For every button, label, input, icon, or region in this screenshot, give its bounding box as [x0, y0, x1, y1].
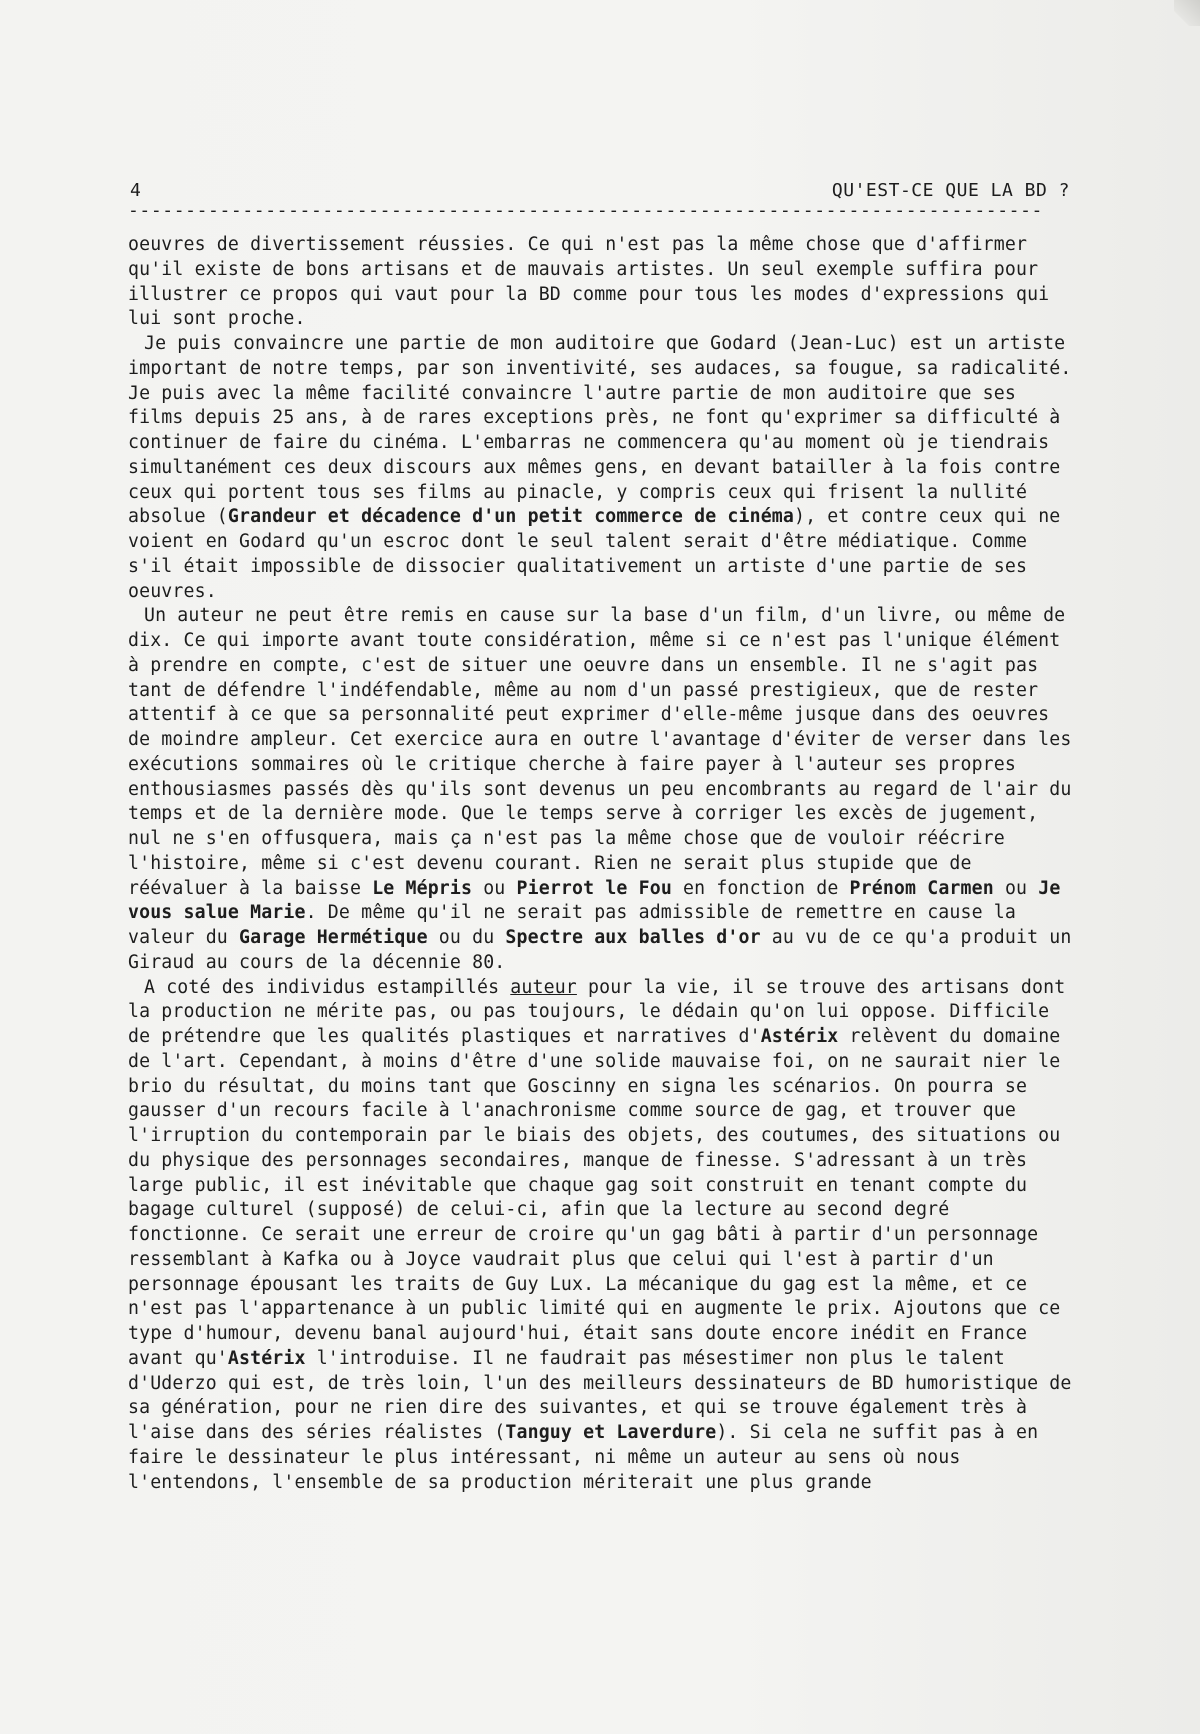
text-run: relèvent du domaine de l'art. Cependant, à moins d'être d'une solide mauvaise foi, on ne saurait nier le brio du résultat, du moins tant que Goscinny en signa les scénarios. On pourra se gausser d'un recours facile à l'anachronisme comme source de gag, et trouver que l'irruption du contemporain par le biais des objets, des coutumes, des situations ou du physique des personnages secondaires, manque de finesse. S'adressant à un très large public, il est inévitable que chaque gag soit construit en tenant compte du bagage culturel (supposé) de celui-ci, afin que la lecture au second degré fonctionne. Ce serait une erreur de croire qu'un gag bâti à partir d'un personnage ressemblant à Kafka ou à Joyce vaudrait plus que celui qui l'est à partir d'un personnage épousant les traits de Guy Lux. La mécanique du gag est la même, et ce n'est pas l'appartenance à un public limité qui en augmente le prix. Ajoutons que ce type d'humour, devenu banal aujourd'hui, était sans doute encore inédit en France avant qu': [128, 1026, 1061, 1369]
running-title: QU'EST-CE QUE LA BD ?: [831, 180, 1070, 201]
page-number: 4: [130, 180, 141, 201]
page-corner-fold: [1174, 0, 1200, 26]
bold-title-run: Pierrot le Fou: [516, 877, 672, 899]
paragraph: [128, 976, 1078, 1496]
bold-title-run: Spectre aux balles d'or: [505, 927, 761, 948]
text-run: ), et contre ceux qui ne voient en Godard qu'un escroc dont le seul talent serait d'être médiatique. Comme s'il était impossible de dissocier qualitativement un artiste d'une partie de ses oeuvres.: [128, 506, 1061, 602]
article-body: [128, 233, 1078, 1495]
text-run: A coté des individus estampillés: [144, 976, 511, 998]
text-run: en fonction de: [671, 877, 850, 899]
underlined-run: auteur: [510, 976, 577, 998]
bold-title-run: Prénom Carmen: [849, 877, 994, 899]
text-run: ou du: [427, 927, 506, 948]
bold-title-run: Le Mépris: [372, 877, 473, 899]
paragraph: [128, 332, 1078, 604]
bold-title-run: Astérix: [760, 1026, 839, 1047]
paragraph: [128, 604, 1078, 975]
text-run: l'introduise. Il ne faudrait pas mésestimer non plus le talent d'Uderzo qui est, de très loin, l'un des meilleurs dessinateurs de BD humoristique de sa génération, pour ne rien dire des suivantes, et qui se trouve également très à l'aise dans des séries réalistes (: [128, 1347, 1072, 1443]
paragraph: [128, 233, 1078, 332]
bold-title-run: Grandeur et décadence d'un petit commerce de cinéma: [227, 506, 794, 528]
bold-title-run: Je vous salue Marie: [128, 877, 1061, 924]
text-run: au vu de ce qu'a produit un Giraud au cours de la décennie 80.: [128, 927, 1072, 973]
bold-title-run: Garage Hermétique: [239, 927, 428, 948]
bold-title-run: Astérix: [227, 1347, 306, 1369]
text-run: pour la vie, il se trouve des artisans dont la production ne mérite pas, ou pas toujours, le dédain qu'on lui oppose. Difficile de prétendre que les qualités plastiques et narratives d': [128, 976, 1066, 1047]
header-rule: --------------------------------------------------------------------------------: [128, 200, 1043, 221]
text-run: Je puis convaincre une partie de mon auditoire que Godard (Jean-Luc) est un artiste important de notre temps, par son inventivité, ses audaces, sa fougue, sa radicalité. Je puis avec la même facilité convaincre l'autre partie de mon auditoire que ses films depuis 25 ans, à de rares exceptions près, ne font qu'exprimer sa difficulté à continuer de faire du cinéma. L'embarras ne commencera qu'au moment où je tiendrais simultanément ces deux discours aux mêmes gens, en devant batailler à la fois contre ceux qui portent tous ses films au pinacle, y compris ceux qui frisent la nullité absolue (: [128, 333, 1072, 528]
text-run: ou: [472, 877, 517, 899]
text-run: . De même qu'il ne serait pas admissible de remettre en cause la valeur du: [128, 902, 1016, 948]
text-run: ). Si cela ne suffit pas à en faire le dessinateur le plus intéressant, ni même un auteur au sens où nous l'entendons, l'ensemble de sa production mériterait une plus grande: [128, 1422, 1039, 1493]
text-run: oeuvres de divertissement réussies. Ce qui n'est pas la même chose que d'affirmer qu'il existe de bons artisans et de mauvais artistes. Un seul exemple suffira pour illustrer ce propos qui vaut pour la BD comme pour tous les modes d'expressions qui lui sont proche.: [128, 234, 1050, 330]
text-run: Un auteur ne peut être remis en cause sur la base d'un film, d'un livre, ou même de dix. Ce qui importe avant toute considération, même si ce n'est pas l'unique élément à prendre en compte, c'est de situer une oeuvre dans un ensemble. Il ne s'agit pas tant de défendre l'indéfendable, même au nom d'un passé prestigieux, que de rester attentif à ce que sa personnalité peut exprimer d'elle-même jusque dans des oeuvres de moindre ampleur. Cet exercice aura en outre l'avantage d'éviter de verser dans les exécutions sommaires où le critique cherche à faire payer à l'auteur ses propres enthousiasmes passés dès qu'ils sont devenus un peu encombrants au regard de l'air du temps et de la dernière mode. Que le temps serve à corriger les excès de jugement, nul ne s'en offusquera, mais ça n'est pas la même chose que de vouloir réécrire l'histoire, même si c'est devenu courant. Rien ne serait plus stupide que de réévaluer à la baisse: [128, 605, 1072, 899]
text-run: ou: [993, 877, 1039, 899]
bold-title-run: Tanguy et Laverdure: [505, 1422, 717, 1443]
